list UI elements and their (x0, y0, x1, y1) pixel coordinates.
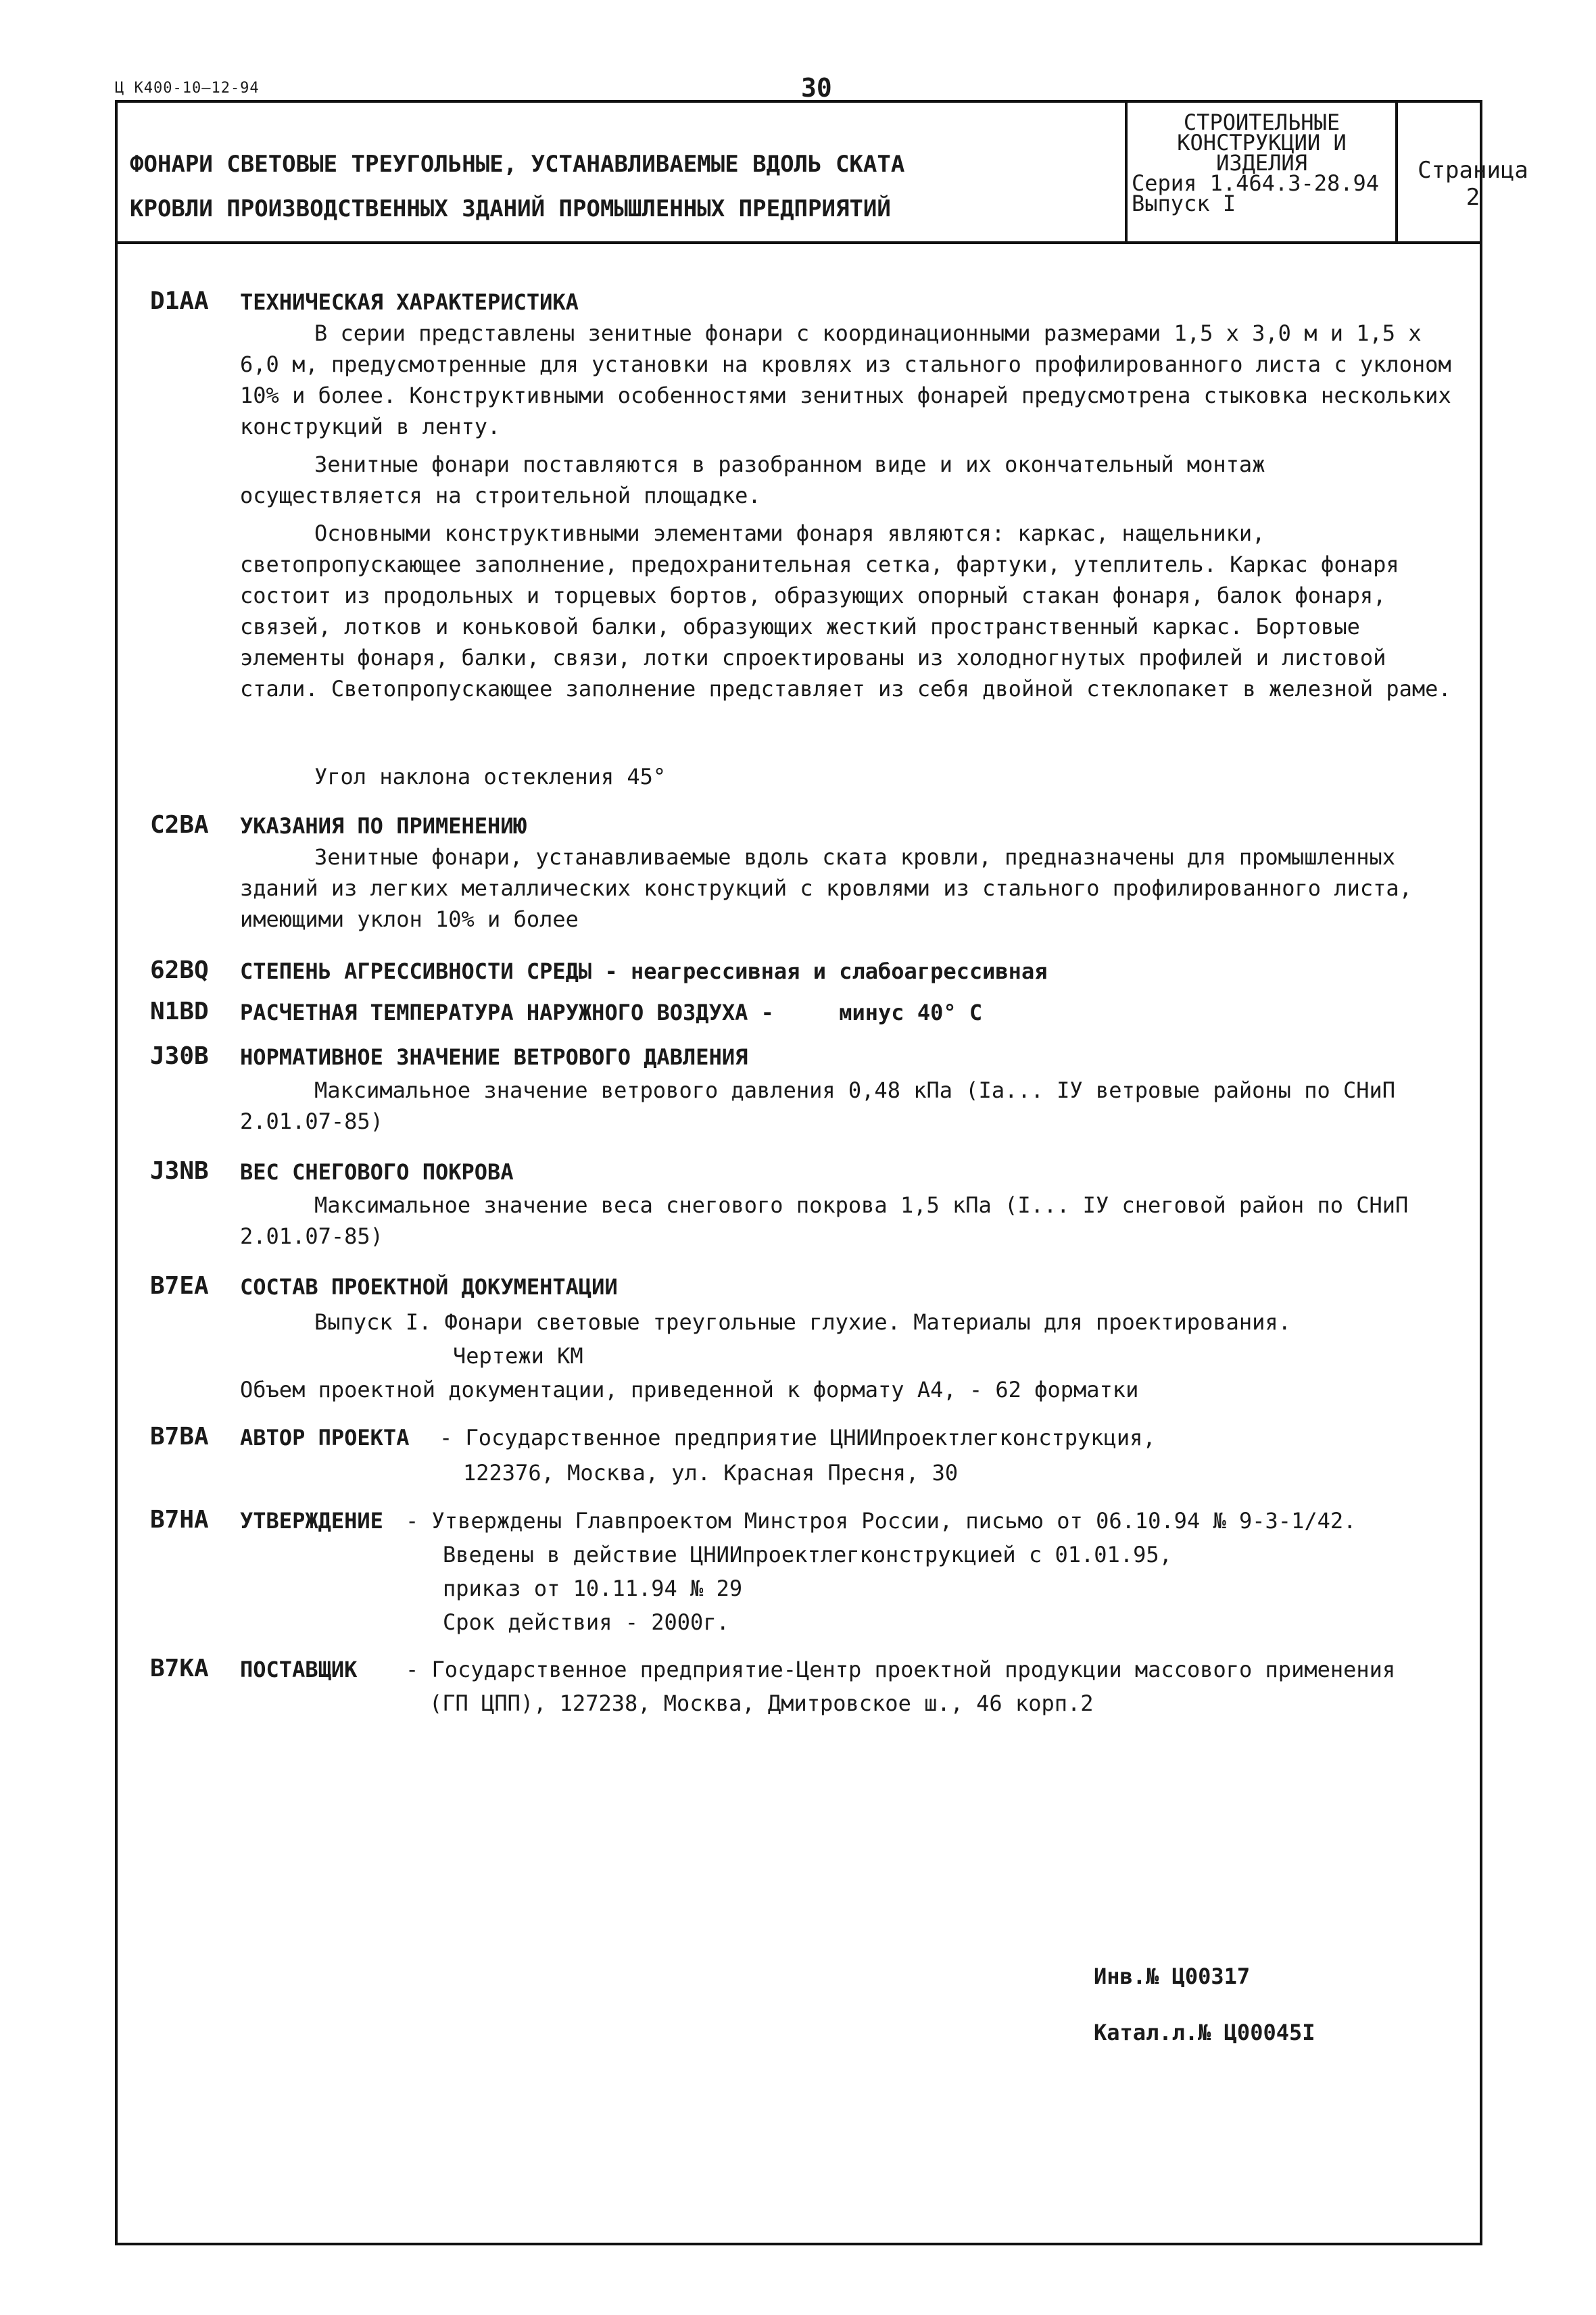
approval-line: приказ от 10.11.94 № 29 (443, 1576, 743, 1601)
author-line: - Государственное предприятие ЦНИИпроектлегконструкция, (439, 1425, 1156, 1451)
supplier-line: - Государственное предприятие-Центр проектной продукции массового применения (406, 1657, 1396, 1682)
approval-line: Введены в действие ЦНИИпроектлегконструкцией с 01.01.95, (443, 1542, 1172, 1567)
section-title: АВТОР ПРОЕКТА (240, 1425, 410, 1451)
section-code: 62BQ (150, 956, 209, 984)
sheet-label: Страница 2 (1418, 157, 1528, 211)
section-title: СТЕПЕНЬ АГРЕССИВНОСТИ СРЕДЫ - неагрессивная и слабоагрессивная (240, 958, 1048, 984)
section-title: СОСТАВ ПРОЕКТНОЙ ДОКУМЕНТАЦИИ (240, 1274, 618, 1300)
approval-line: Срок действия - 2000г. (443, 1609, 729, 1635)
series-info: СТРОИТЕЛЬНЫЕ КОНСТРУКЦИИ И ИЗДЕЛИЯ Серия 1.464.3-28.94 Выпуск I (1132, 109, 1380, 216)
supplier-line: (ГП ЦПП), 127238, Москва, Дмитровское ш., 46 корп.2 (429, 1690, 1094, 1716)
paragraph: Зенитные фонари, устанавливаемые вдоль ската кровли, предназначены для промышленных зданий из легких металлических конструкций с кровлями из стального профилированного листа, имеющими уклон 10% и более (240, 844, 1412, 932)
section-code: B7KA (150, 1655, 209, 1682)
paragraph: В серии представлены зенитные фонари с координационными размерами 1,5 х 3,0 м и 1,5 х 6,0 м, предусмотренные для установки на кровлях из стального профилированного листа с уклоном 10% и более. Конструктивными особенностями зенитных фонарей предусмотрена стыковка нескольких конструкций в ленту. (240, 320, 1451, 439)
paragraph: Максимальное значение ветрового давления 0,48 кПа (Iа... IУ ветровые районы по СНиП 2.01.07-85) (240, 1077, 1396, 1134)
paragraph: Зенитные фонари поставляются в разобранном виде и их окончательный монтаж осуществляется на строительной площадке. (240, 452, 1265, 508)
document-reference: Ц К400-10—12-94 (115, 80, 260, 97)
catalog-stamp: Катал.л.№ Ц00045I (1094, 2020, 1315, 2045)
section-code: C2BA (150, 811, 209, 839)
glazing-angle: Угол наклона остекления 45° (314, 764, 667, 789)
section-title: УТВЕРЖДЕНИЕ (240, 1508, 383, 1534)
divider (1125, 103, 1128, 241)
section-title: ПОСТАВЩИК (240, 1657, 358, 1682)
section-title: РАСЧЕТНАЯ ТЕМПЕРАТУРА НАРУЖНОГО ВОЗДУХА - минус 40° С (240, 1000, 983, 1025)
page-number: 30 (801, 73, 832, 103)
section-code: B7BA (150, 1423, 209, 1451)
section-code: J3NB (150, 1157, 209, 1185)
section-code: J30B (150, 1042, 209, 1070)
section-code: B7EA (150, 1272, 209, 1300)
paragraph: Основными конструктивными элементами фонаря являются: каркас, нащельники, светопропускающее заполнение, предохранительная сетка, фартуки, утеплитель. Каркас фонаря состоит из продольных и торцевых бортов, образующих опорный стакан фонаря, балок фонаря, связей, лотков и коньковой балки, образующих жесткий пространственный каркас. Бортовые элементы фонаря, балки, связи, лотки спроектированы из холодногнутых профилей и листовой стали. Светопропускающее заполнение представляет из себя двойной стеклопакет в железной раме. (240, 520, 1451, 702)
approval-line: - Утверждены Главпроектом Минстроя России, письмо от 06.10.94 № 9-3-1/42. (406, 1508, 1357, 1534)
section-title: НОРМАТИВНОЕ ЗНАЧЕНИЕ ВЕТРОВОГО ДАВЛЕНИЯ (240, 1044, 748, 1070)
paragraph: Максимальное значение веса снегового покрова 1,5 кПа (I... IУ снеговой район по СНиП 2.01.07-85) (240, 1192, 1409, 1249)
docs-line: Выпуск I. Фонари световые треугольные глухие. Материалы для проектирования. (314, 1309, 1291, 1335)
title-block (115, 100, 1528, 244)
document-title: ФОНАРИ СВЕТОВЫЕ ТРЕУГОЛЬНЫЕ, УСТАНАВЛИВАЕМЫЕ ВДОЛЬ СКАТА КРОВЛИ ПРОИЗВОДСТВЕННЫХ ЗДАНИЙ ПРОМЫШЛЕННЫХ ПРЕДПРИЯТИЙ (130, 151, 905, 222)
inventory-stamp: Инв.№ Ц00317 (1094, 1964, 1251, 1989)
section-title: ТЕХНИЧЕСКАЯ ХАРАКТЕРИСТИКА (240, 289, 579, 315)
section-code: N1BD (150, 998, 209, 1025)
section-code: D1AA (150, 287, 209, 315)
section-title: УКАЗАНИЯ ПО ПРИМЕНЕНИЮ (240, 813, 527, 839)
section-code: B7HA (150, 1506, 209, 1534)
author-line: 122376, Москва, ул. Красная Пресня, 30 (463, 1460, 959, 1486)
section-title: ВЕС СНЕГОВОГО ПОКРОВА (240, 1159, 514, 1185)
divider (1395, 103, 1398, 241)
docs-line: Чертежи КМ (453, 1343, 583, 1369)
docs-line: Объем проектной документации, приведенной к формату А4, - 62 форматки (240, 1377, 1139, 1403)
